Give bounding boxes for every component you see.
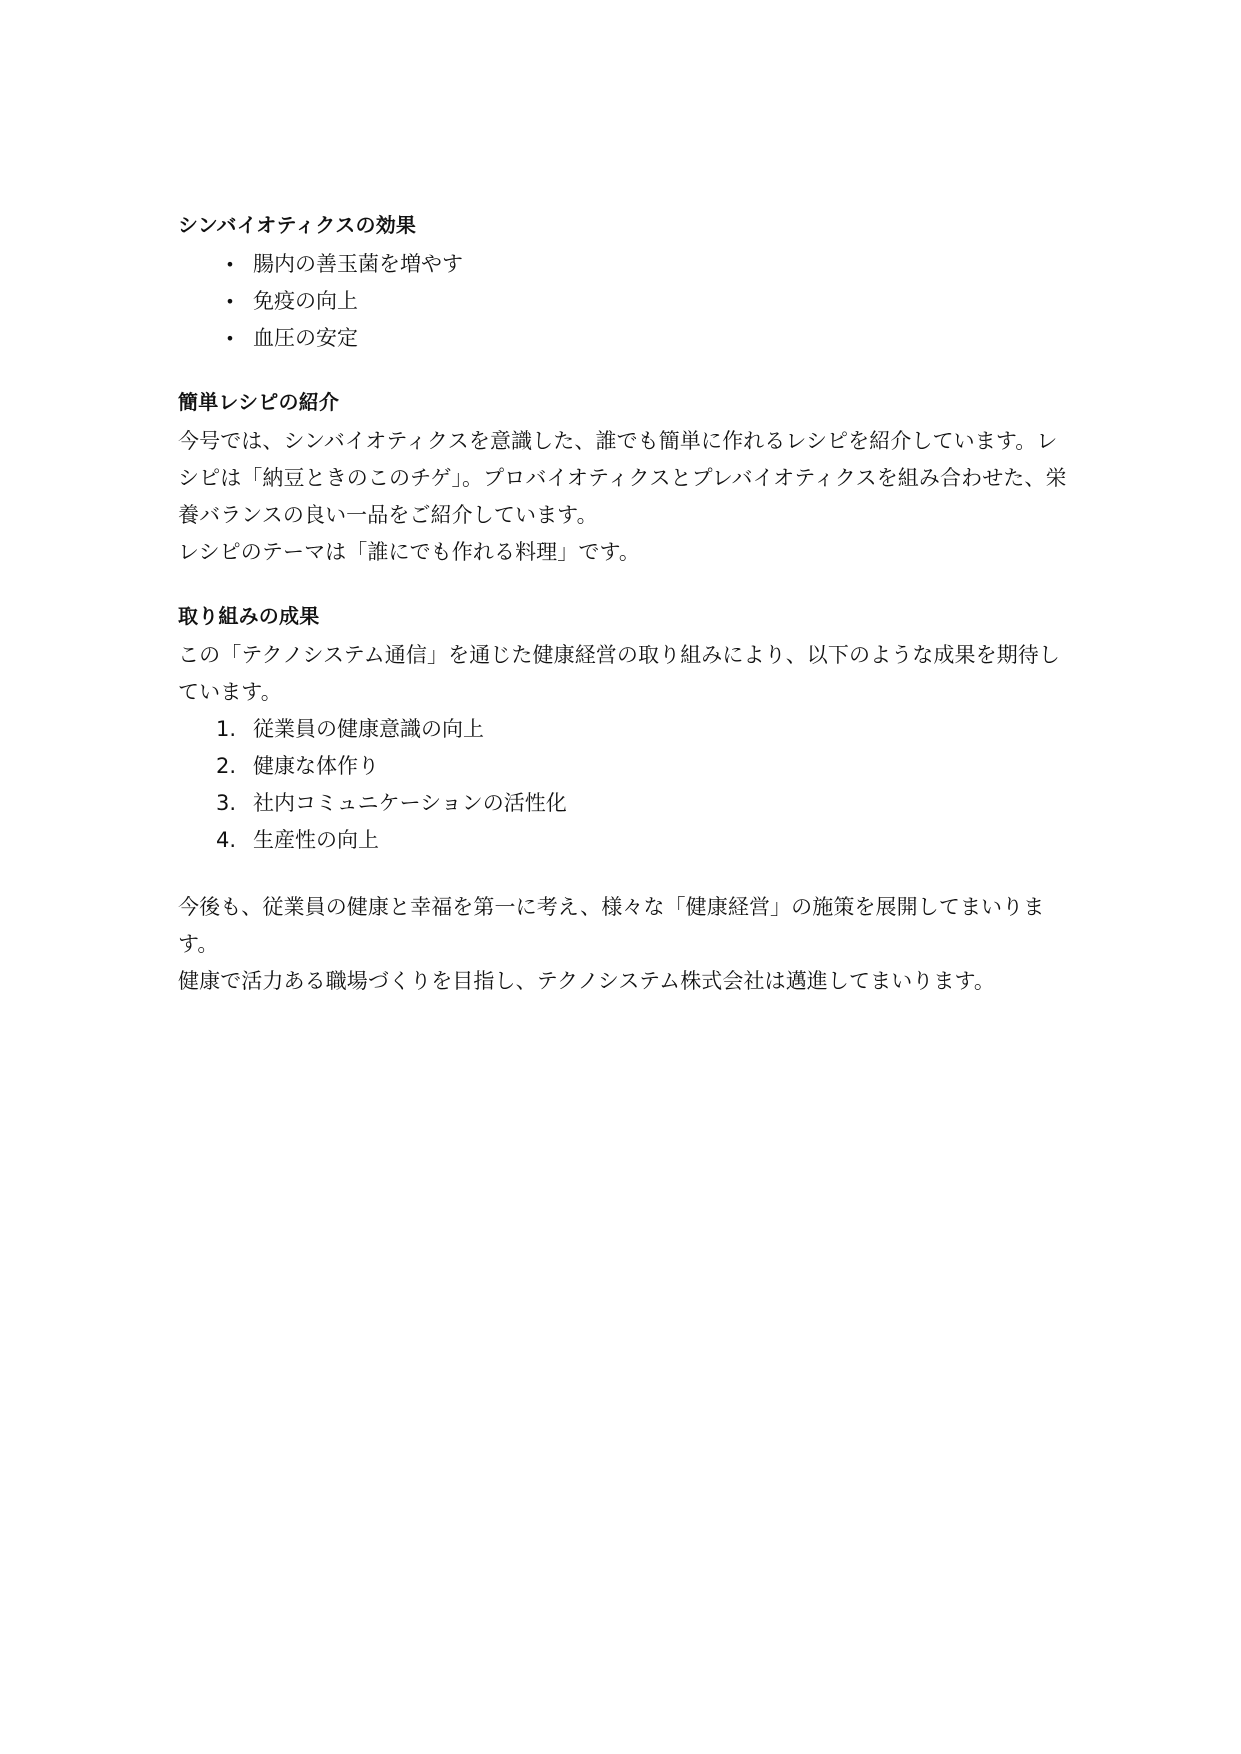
list-item	[178, 748, 1078, 785]
list-item-text: 社内コミュニケーションの活性化	[253, 791, 567, 815]
list-item-text: 腸内の善玉菌を増やす	[253, 252, 463, 276]
list-number: 1.	[216, 717, 237, 741]
synbiotics-section	[178, 212, 1078, 357]
list-item-text: 生産性の向上	[253, 828, 379, 852]
list-item	[178, 785, 1078, 822]
bullet-icon: •	[225, 292, 235, 311]
list-item	[178, 283, 1078, 320]
list-number: 2.	[216, 754, 237, 778]
list-item-text: 従業員の健康意識の向上	[253, 717, 484, 741]
section-spacer	[178, 859, 1078, 889]
synbiotics-bullet-list	[178, 246, 1078, 357]
list-item-text: 免疫の向上	[253, 289, 358, 313]
list-item	[178, 246, 1078, 283]
list-number: 4.	[216, 828, 237, 852]
recipe-heading: 簡単レシピの紹介	[178, 390, 340, 414]
section-spacer	[178, 357, 1078, 389]
closing-line: 健康で活力ある職場づくりを目指し、テクノシステム株式会社は邁進してまいります。	[178, 969, 996, 993]
closing-section	[178, 889, 1078, 1000]
recipe-theme-paragraph: レシピのテーマは「誰にでも作れる料理」です。	[178, 540, 640, 564]
document-page	[178, 212, 1078, 1000]
list-item	[178, 822, 1078, 859]
results-intro: この「テクノシステム通信」を通じた健康経営の取り組みにより、以下のような成果を期待しています。	[178, 643, 1060, 704]
recipe-section	[178, 389, 1078, 571]
list-item	[178, 320, 1078, 357]
section-spacer	[178, 571, 1078, 603]
closing-line: 今後も、従業員の健康と幸福を第一に考え、様々な「健康経営」の施策を展開してまいります。	[178, 895, 1045, 956]
list-item	[178, 711, 1078, 748]
list-item-text: 血圧の安定	[253, 326, 358, 350]
results-section	[178, 603, 1078, 859]
bullet-icon: •	[225, 255, 235, 274]
results-heading: 取り組みの成果	[178, 604, 320, 628]
recipe-paragraph: 今号では、シンバイオティクスを意識した、誰でも簡単に作れるレシピを紹介しています。レシピは「納豆ときのこのチゲ」。プロバイオティクスとプレバイオティクスを組み合わせた、栄養バランスの良い一品をご紹介しています。	[178, 429, 1067, 527]
synbiotics-heading: シンバイオティクスの効果	[178, 213, 417, 237]
list-item-text: 健康な体作り	[253, 754, 379, 778]
bullet-icon: •	[225, 329, 235, 348]
list-number: 3.	[216, 791, 237, 815]
results-numbered-list	[178, 711, 1078, 859]
